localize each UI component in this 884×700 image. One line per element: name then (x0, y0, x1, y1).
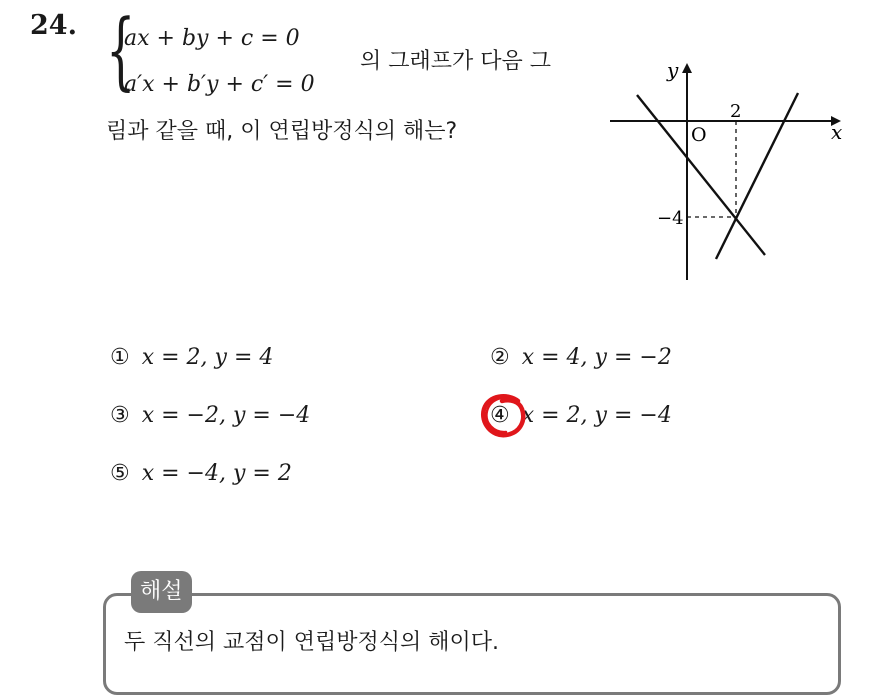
solution-text: 두 직선의 교점이 연립방정식의 해이다. (124, 630, 499, 655)
choice-number: ① (110, 345, 130, 370)
choice-number: ③ (110, 403, 130, 428)
choice-expression: x = 2, y = 4 (141, 345, 274, 370)
x-axis-label: x (831, 120, 843, 144)
choice-number: ④ (490, 403, 510, 428)
solution-tag: 해설 (131, 571, 192, 613)
y-axis-label: y (667, 58, 679, 82)
origin-label: O (691, 124, 707, 146)
graph (605, 55, 855, 285)
choice-expression: x = −4, y = 2 (141, 461, 292, 486)
equation-2: a′x + b′y + c′ = 0 (124, 72, 315, 97)
system-brace: { (106, 1, 136, 99)
answer-circle-mark (478, 391, 532, 443)
choice-number: ② (490, 345, 510, 370)
question-number: 24. (30, 10, 77, 41)
choice-1[interactable] (110, 345, 273, 370)
choice-3[interactable] (110, 403, 310, 428)
choice-2[interactable] (490, 345, 672, 370)
choice-expression: x = 4, y = −2 (521, 345, 672, 370)
y-tick-label: −4 (657, 208, 684, 229)
x-tick-label: 2 (730, 101, 742, 122)
choice-expression: x = 2, y = −4 (521, 403, 672, 428)
line-2 (716, 93, 798, 259)
question-text-line1: 의 그래프가 다음 그 (360, 49, 551, 74)
choice-5[interactable] (110, 461, 292, 486)
question-text-line2: 림과 같을 때, 이 연립방정식의 해는? (106, 119, 458, 144)
choice-expression: x = −2, y = −4 (141, 403, 311, 428)
line-1 (637, 95, 765, 255)
equation-1: ax + by + c = 0 (124, 26, 300, 51)
choice-number: ⑤ (110, 461, 130, 486)
y-axis-arrow (682, 63, 692, 73)
